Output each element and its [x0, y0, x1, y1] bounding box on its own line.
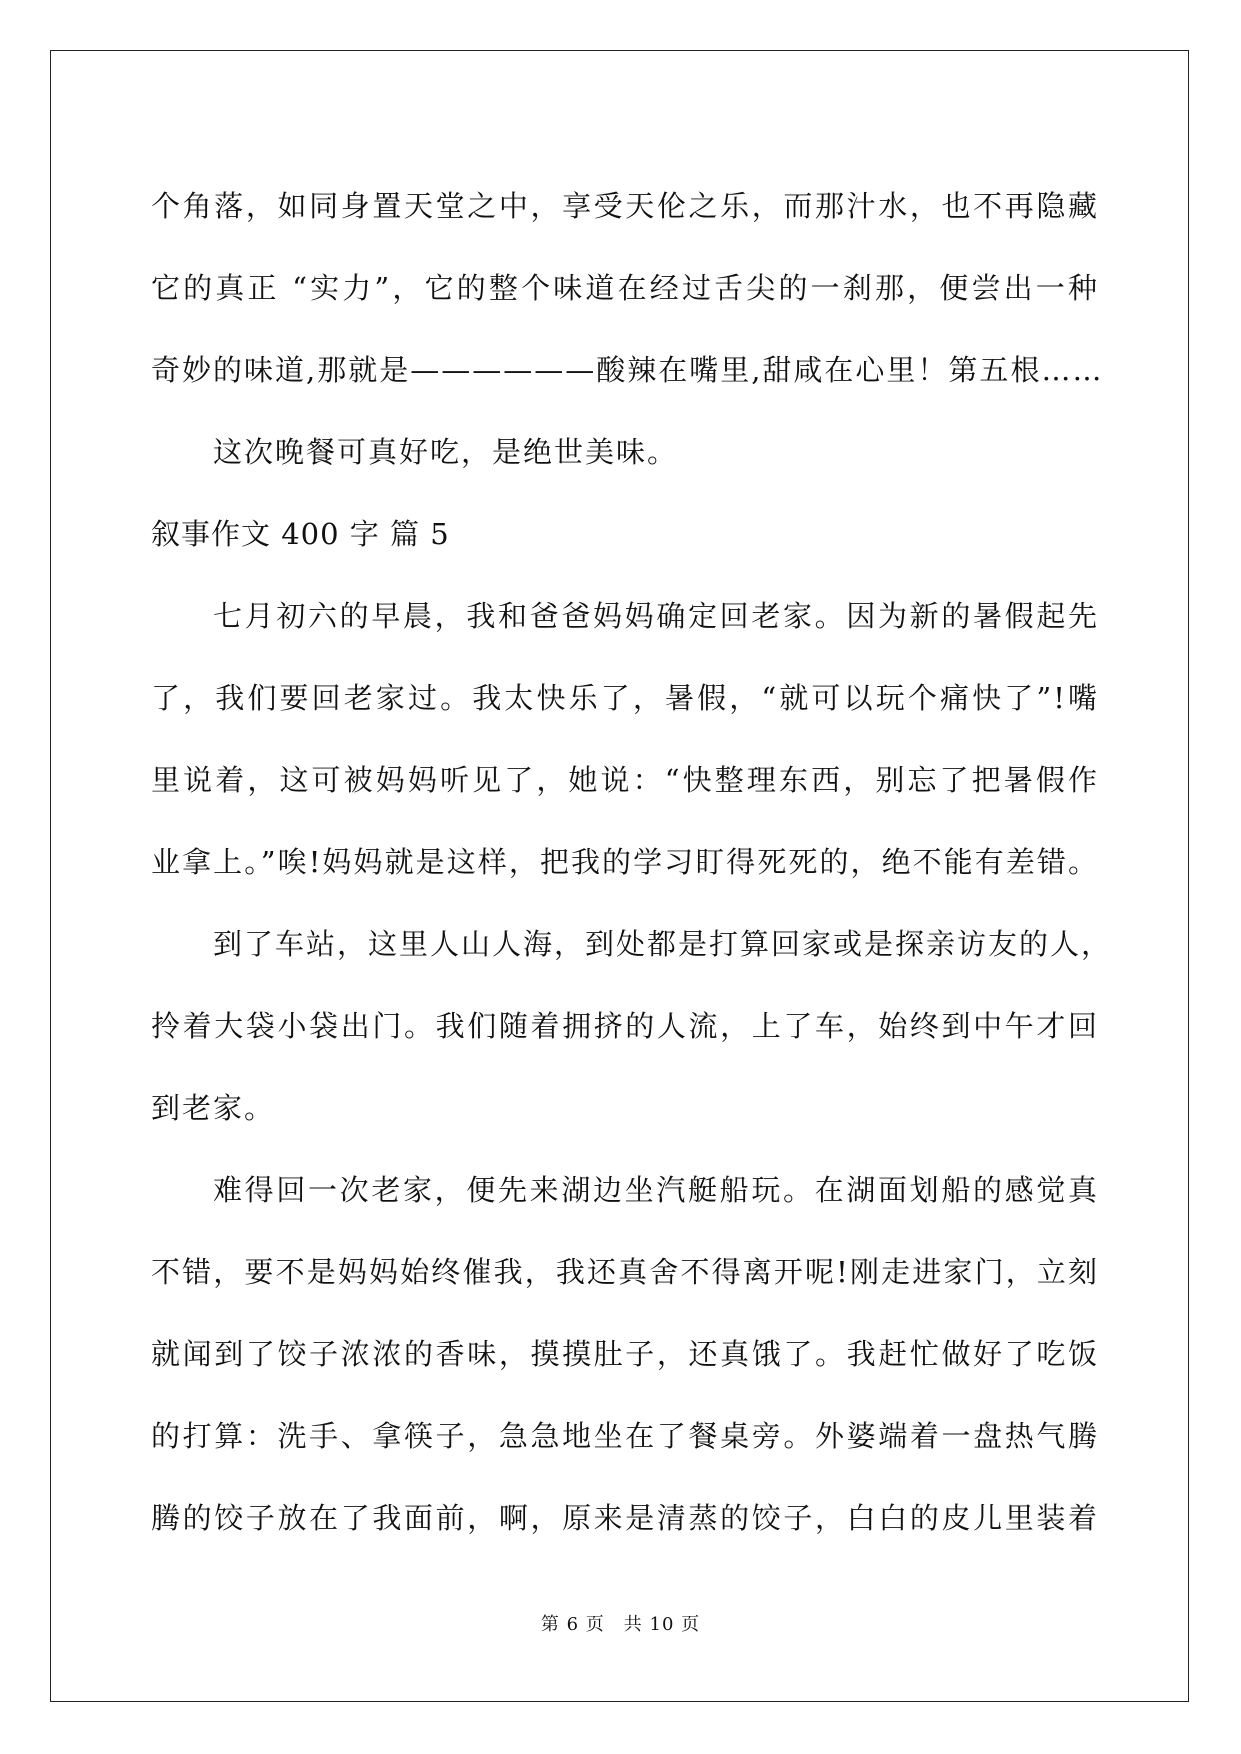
text-line: 这次晚餐可真好吃，是绝世美味。	[213, 435, 679, 469]
section-heading: 叙事作文 400 字 篇 5	[151, 517, 450, 551]
page-number-footer: 第 6 页 共 10 页	[540, 1614, 701, 1635]
text-line: 不错，要不是妈妈始终催我，我还真舍不得离开呢!刚走进家门，立刻	[151, 1255, 1099, 1289]
text-line: 七月初六的早晨，我和爸爸妈妈确定回老家。因为新的暑假起先	[213, 599, 1099, 633]
text-line: 业拿上。”唉!妈妈就是这样，把我的学习盯得死死的，绝不能有差错。	[151, 845, 1099, 879]
text-line: 就闻到了饺子浓浓的香味，摸摸肚子，还真饿了。我赶忙做好了吃饭	[151, 1337, 1099, 1371]
text-line: 难得回一次老家，便先来湖边坐汽艇船玩。在湖面划船的感觉真	[213, 1173, 1099, 1207]
document-body	[151, 165, 1113, 1559]
text-line: 到了车站，这里人山人海，到处都是打算回家或是探亲访友的人，	[213, 927, 1113, 961]
text-line: 奇妙的味道,那就是——————酸辣在嘴里,甜咸在心里！第五根……	[151, 353, 1104, 387]
text-line: 里说着，这可被妈妈听见了，她说：“快整理东西，别忘了把暑假作	[151, 763, 1099, 797]
text-line: 拎着大袋小袋出门。我们随着拥挤的人流，上了车，始终到中午才回	[151, 1009, 1099, 1043]
text-line: 的打算：洗手、拿筷子，急急地坐在了餐桌旁。外婆端着一盘热气腾	[151, 1419, 1099, 1453]
text-line: 腾的饺子放在了我面前，啊，原来是清蒸的饺子，白白的皮儿里装着	[151, 1501, 1099, 1535]
text-line: 到老家。	[151, 1091, 276, 1125]
text-line: 个角落，如同身置天堂之中，享受天伦之乐，而那汁水，也不再隐藏	[151, 189, 1099, 223]
text-line: 了，我们要回老家过。我太快乐了，暑假，“就可以玩个痛快了”!嘴	[151, 681, 1099, 715]
text-line: 它的真正 “实力”，它的整个味道在经过舌尖的一刹那，便尝出一种	[151, 271, 1099, 305]
